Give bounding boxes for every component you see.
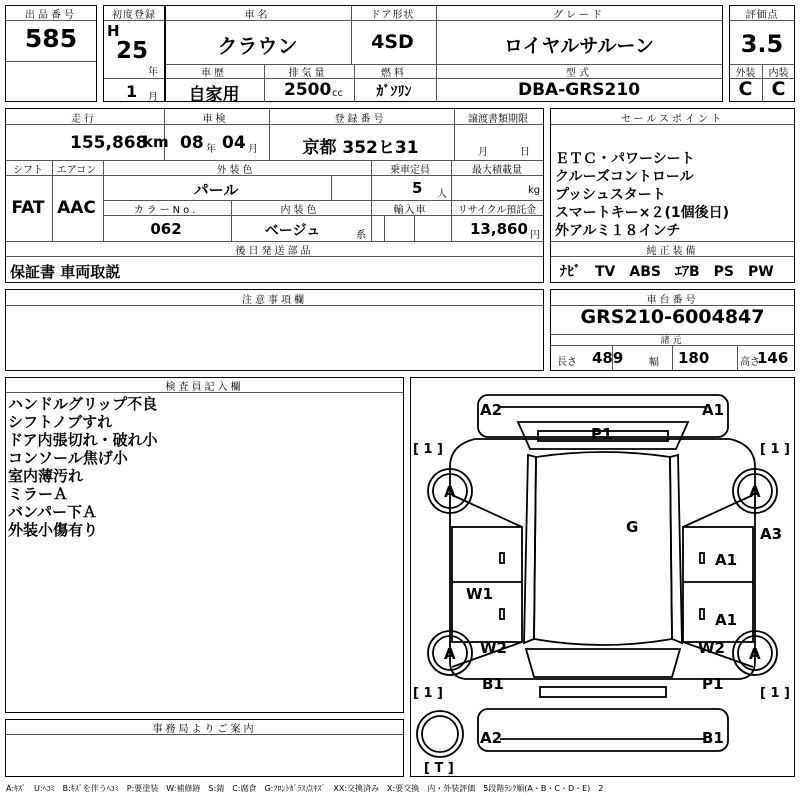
inspection-month: 04 bbox=[222, 133, 246, 153]
inspector-note-5: 室内薄汚れ bbox=[8, 467, 84, 485]
inspection-year-unit: 年 bbox=[206, 144, 216, 155]
displacement-label: 排気量 bbox=[288, 68, 328, 79]
mileage-unit: km bbox=[143, 133, 169, 151]
inspection-label: 車検 bbox=[202, 114, 229, 125]
int-color-label: 内装色 bbox=[280, 205, 320, 216]
length: 489 bbox=[592, 349, 624, 367]
mileage: 155,868 bbox=[70, 133, 148, 153]
car-name: クラウン bbox=[217, 34, 298, 58]
inspector-note-2: シフトノブすれ bbox=[8, 413, 113, 431]
displacement-unit: cc bbox=[332, 88, 343, 99]
door-type: 4SD bbox=[371, 31, 414, 53]
inspector-note-8: 外装小傷有り bbox=[8, 521, 99, 539]
mark-b1-bottom: B1 bbox=[702, 729, 724, 747]
mark-tire-front-left: A bbox=[444, 483, 456, 501]
mark-tire-rear-left: A bbox=[444, 645, 456, 663]
transfer-month-unit: 月 bbox=[478, 147, 488, 158]
mark-tire-rear-right: A bbox=[749, 645, 761, 663]
mark-w2-right: W2 bbox=[698, 639, 725, 657]
capacity-label: 乗車定員 bbox=[390, 165, 430, 176]
sales-point-1: ＥＴＣ・パワーシート bbox=[555, 151, 695, 167]
transfer-day-unit: 日 bbox=[520, 147, 530, 158]
aircon-label: エアコン bbox=[56, 165, 97, 176]
mark-bracket-top-right: [ 1 ] bbox=[760, 442, 790, 457]
shift: FAT bbox=[11, 198, 45, 218]
inspector-note-1: ハンドルグリップ不良 bbox=[8, 395, 158, 413]
width: 180 bbox=[678, 349, 710, 367]
length-label: 長さ bbox=[557, 357, 577, 368]
inspector-note-6: ミラーＡ bbox=[8, 485, 69, 503]
mark-bracket-bottom-left: [ 1 ] bbox=[413, 686, 443, 701]
sales-point-5: 外アルミ１８インチ bbox=[555, 223, 681, 239]
first-reg-year: 25 bbox=[116, 38, 149, 64]
recycle: 13,860 bbox=[470, 220, 528, 238]
transfer-label: 譲渡書類期限 bbox=[468, 114, 528, 125]
mark-bracket-top-left: [ 1 ] bbox=[413, 442, 443, 457]
int-color: ベージュ bbox=[264, 223, 321, 239]
inspection-month-unit: 月 bbox=[248, 144, 258, 155]
grade: ロイヤルサルーン bbox=[504, 35, 654, 57]
sales-point-3: プッシュスタート bbox=[555, 187, 666, 203]
mark-w2-left: W2 bbox=[480, 639, 507, 657]
mark-a2-bottom: A2 bbox=[480, 729, 503, 747]
sales-label: セールスポイント bbox=[620, 114, 725, 125]
capacity: 5 bbox=[412, 179, 423, 197]
capacity-unit: 人 bbox=[437, 189, 447, 200]
later-parts: 保証書 車両取説 bbox=[10, 263, 121, 281]
mark-a2-top: A2 bbox=[480, 401, 503, 419]
color-no: 062 bbox=[150, 220, 182, 238]
recycle-unit: 円 bbox=[530, 230, 540, 241]
interior-grade: C bbox=[771, 78, 786, 100]
lot-no-label: 出品番号 bbox=[25, 10, 77, 21]
shift-label: シフト bbox=[13, 165, 43, 176]
spec-label: 諸元 bbox=[660, 336, 685, 346]
month-unit: 月 bbox=[148, 92, 158, 103]
color-no-label: カラーNo. bbox=[133, 205, 199, 216]
exterior-grade: C bbox=[738, 78, 753, 100]
year-unit: 年 bbox=[148, 67, 158, 78]
history: 自家用 bbox=[188, 85, 240, 105]
era: H bbox=[107, 22, 120, 40]
displacement: 2500 bbox=[284, 80, 332, 100]
color-label: 外装色 bbox=[216, 165, 256, 176]
mark-b1-left: B1 bbox=[482, 675, 504, 693]
chassis-label: 車台番号 bbox=[646, 295, 699, 306]
car-name-label: 車名 bbox=[244, 10, 271, 21]
sales-point-4: スマートキー×２(1個後日) bbox=[555, 205, 729, 221]
mark-a1-right-upper: A1 bbox=[715, 551, 738, 569]
inspector-note-4: コンソール焦げ小 bbox=[8, 449, 128, 467]
score-label: 評価点 bbox=[745, 10, 779, 21]
grade-label: グレード bbox=[553, 10, 605, 21]
model: DBA-GRS210 bbox=[517, 80, 641, 100]
interior-label: 内装 bbox=[768, 68, 789, 79]
score: 3.5 bbox=[740, 30, 784, 58]
mark-bracket-bottom-right: [ 1 ] bbox=[760, 686, 790, 701]
equipment-items: ﾅﾋﾞ TV ABS ｴｱB PS PW bbox=[560, 264, 774, 280]
recycle-label: リサイクル預託金 bbox=[457, 205, 537, 216]
aircon: AAC bbox=[57, 198, 96, 218]
exterior-label: 外装 bbox=[735, 68, 756, 79]
equipment-label: 純正装備 bbox=[646, 246, 699, 257]
mark-tire-front-right: A bbox=[749, 483, 761, 501]
spare-tire-shape bbox=[417, 711, 463, 757]
first-reg-month: 1 bbox=[126, 82, 138, 101]
mark-roof-g: G bbox=[626, 518, 639, 536]
height: 146 bbox=[757, 349, 789, 367]
inspector-note-7: バンパー下Ａ bbox=[8, 503, 97, 521]
import-label: 輸入車 bbox=[393, 205, 427, 216]
chassis-number: GRS210-6004847 bbox=[580, 306, 765, 328]
fuel-label: 燃料 bbox=[381, 68, 407, 79]
mark-p1-right: P1 bbox=[702, 675, 724, 693]
mark-w1-left: W1 bbox=[466, 585, 493, 603]
later-parts-label: 後日発送部品 bbox=[235, 246, 314, 257]
caution-label: 注意事項欄 bbox=[242, 295, 307, 306]
mark-spare-label: [ T ] bbox=[424, 761, 454, 776]
model-label: 型式 bbox=[566, 68, 592, 79]
sales-point-2: クルーズコントロール bbox=[555, 169, 694, 185]
mark-p1-top: P1 bbox=[591, 425, 613, 443]
mileage-label: 走行 bbox=[71, 114, 97, 125]
door-label: ドア形状 bbox=[370, 10, 415, 21]
reg-no: 京都 352ヒ31 bbox=[302, 138, 419, 158]
office-label: 事務局よりご案内 bbox=[152, 724, 257, 735]
rear-bumper-shape bbox=[478, 709, 728, 751]
first-reg-label: 初度登録 bbox=[112, 10, 156, 21]
reg-no-label: 登録番号 bbox=[334, 114, 387, 125]
fuel: ｶﾞｿﾘﾝ bbox=[376, 84, 412, 100]
history-label: 車歴 bbox=[201, 68, 227, 79]
load-label: 最大積載量 bbox=[472, 165, 522, 176]
roof-shape bbox=[534, 452, 672, 645]
inspector-label: 検査員記入欄 bbox=[165, 382, 244, 393]
mark-a1-top: A1 bbox=[702, 401, 725, 419]
int-color-unit: 系 bbox=[356, 230, 366, 241]
legend-footer: A:ｷｽﾞ U:ﾍｺﾐ B:ｷｽﾞを伴うﾍｺﾐ P:要塗装 W:補修跡 S:錆 C:腐食 G:ﾌﾛﾝﾄｶﾞﾗｽ点ｷｽﾞ XX:交換済み X:要交換 内・外装評価 5段階ﾗﾝｸ順(A・B・C・D・E) 2 bbox=[6, 784, 604, 793]
width-label: 幅 bbox=[649, 357, 659, 368]
mark-a1-right-lower: A1 bbox=[715, 611, 738, 629]
car-damage-diagram bbox=[410, 377, 795, 777]
height-label: 高さ bbox=[740, 357, 760, 368]
inspector-note-3: ドア内張切れ・破れ小 bbox=[8, 431, 158, 449]
load-unit: kg bbox=[528, 185, 541, 196]
inspection-year: 08 bbox=[180, 133, 204, 153]
mark-a3-right: A3 bbox=[760, 525, 783, 543]
color: パール bbox=[193, 181, 239, 199]
lot-no: 585 bbox=[24, 24, 78, 53]
